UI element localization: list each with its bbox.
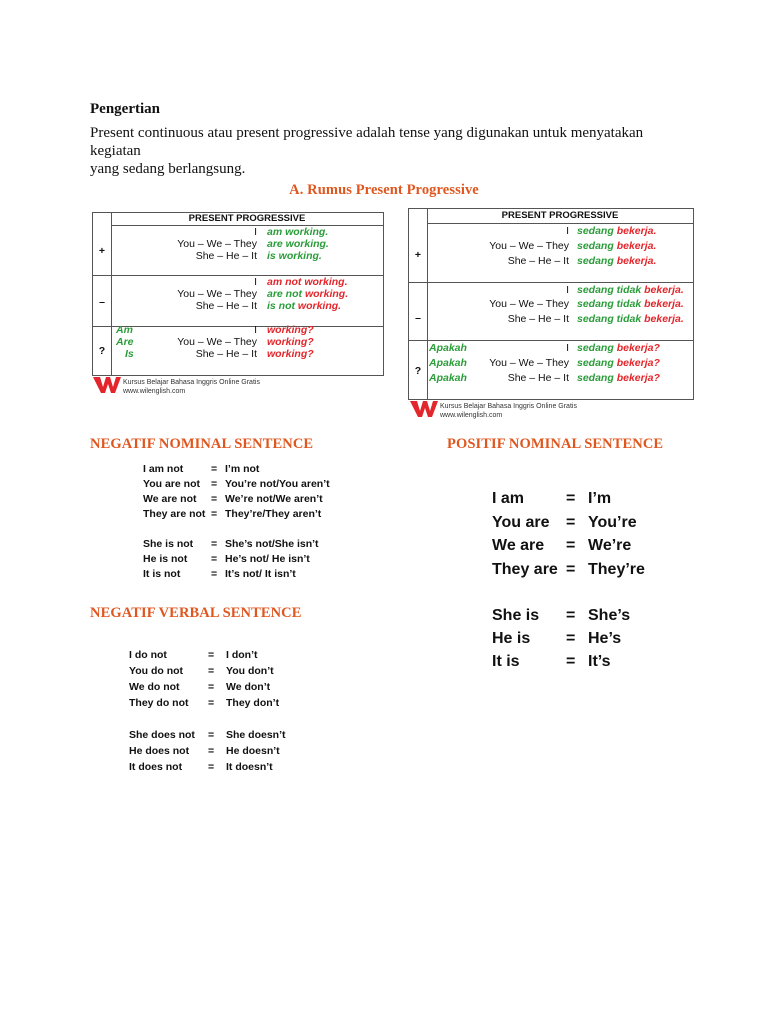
- section-a-title: A. Rumus Present Progressive: [289, 182, 479, 198]
- table-row: I am not working.: [254, 276, 348, 288]
- negatif-verbal-title: NEGATIF VERBAL SENTENCE: [90, 605, 302, 621]
- page-heading: Pengertian: [90, 101, 160, 117]
- table-row: She – He – It is not working.: [195, 300, 342, 312]
- sign-negative: –: [99, 296, 105, 308]
- table-row: She – He – It sedang bekerja.: [507, 255, 657, 267]
- table-row: Are You – We – They working?: [116, 336, 314, 348]
- positif-nominal-list: I am = I’m You are = You’re We are = We’re They are = They’re She is = She’s He is = He’s It is = It’s: [492, 490, 645, 670]
- table-row: I sedang bekerja.: [566, 225, 657, 237]
- intro-paragraph: [90, 124, 670, 178]
- table-row: Apakah I sedang bekerja?: [429, 342, 660, 354]
- negatif-nominal-title: NEGATIF NOMINAL SENTENCE: [90, 436, 314, 452]
- table-row: I sedang tidak bekerja.: [566, 284, 684, 296]
- logo-line-2: www.wilenglish.com: [123, 388, 186, 395]
- logo-line-2: www.wilenglish.com: [440, 412, 503, 419]
- table-row: Is She – He – It working?: [125, 348, 314, 360]
- w-logo-icon: [410, 401, 438, 417]
- table-row: I am working.: [254, 226, 329, 238]
- wilenglish-logo: [410, 401, 670, 421]
- wilenglish-logo: [93, 377, 353, 397]
- intro-line-1: Present continuous atau present progressive adalah tense yang digunakan untuk menyatakan kegiatan: [90, 125, 644, 159]
- progressive-table-english: [92, 212, 384, 376]
- logo-line-1: Kursus Belajar Bahasa Inggris Online Gratis: [123, 379, 260, 386]
- sign-positive: +: [98, 245, 106, 257]
- table-header: PRESENT PROGRESSIVE: [427, 209, 693, 224]
- table-row: She – He – It sedang tidak bekerja.: [507, 313, 684, 325]
- progressive-table-indonesian: [408, 208, 694, 400]
- table-row: Apakah You – We – They sedang bekerja?: [429, 357, 660, 369]
- positif-nominal-title: POSITIF NOMINAL SENTENCE: [447, 436, 664, 452]
- w-logo-icon: [93, 377, 121, 393]
- table-row: Apakah She – He – It sedang bekerja?: [429, 372, 660, 384]
- intro-line-2: yang sedang berlangsung.: [90, 161, 246, 177]
- negatif-verbal-list: I do not = I don’t You do not = You don’t We do not = We don’t They do not = They don’t She does not = She doesn’t He does not = He doesn’t It does not = It doesn’t: [129, 649, 286, 773]
- table-row: You – We – They are not working.: [177, 288, 349, 300]
- table-row: She – He – It is working.: [195, 250, 322, 262]
- sign-question: ?: [98, 345, 106, 357]
- table-row: You – We – They are working.: [177, 238, 329, 250]
- logo-line-1: Kursus Belajar Bahasa Inggris Online Gratis: [440, 403, 577, 410]
- table-row: Am I working?: [116, 324, 314, 336]
- table-header: PRESENT PROGRESSIVE: [111, 213, 383, 226]
- sign-positive: +: [414, 249, 422, 261]
- negatif-nominal-list: I am not = I’m not You are not = You’re not/You aren’t We are not = We’re not/We aren’t They are not = They’re/They aren’t She is not = She’s not/She isn’t He is not = He’s not/ He isn’t It is not = It’s not/ It isn’t: [143, 463, 330, 580]
- sign-question: ?: [414, 365, 422, 377]
- sign-negative: –: [415, 312, 421, 324]
- table-row: You – We – They sedang bekerja.: [489, 240, 657, 252]
- table-row: You – We – They sedang tidak bekerja.: [489, 298, 684, 310]
